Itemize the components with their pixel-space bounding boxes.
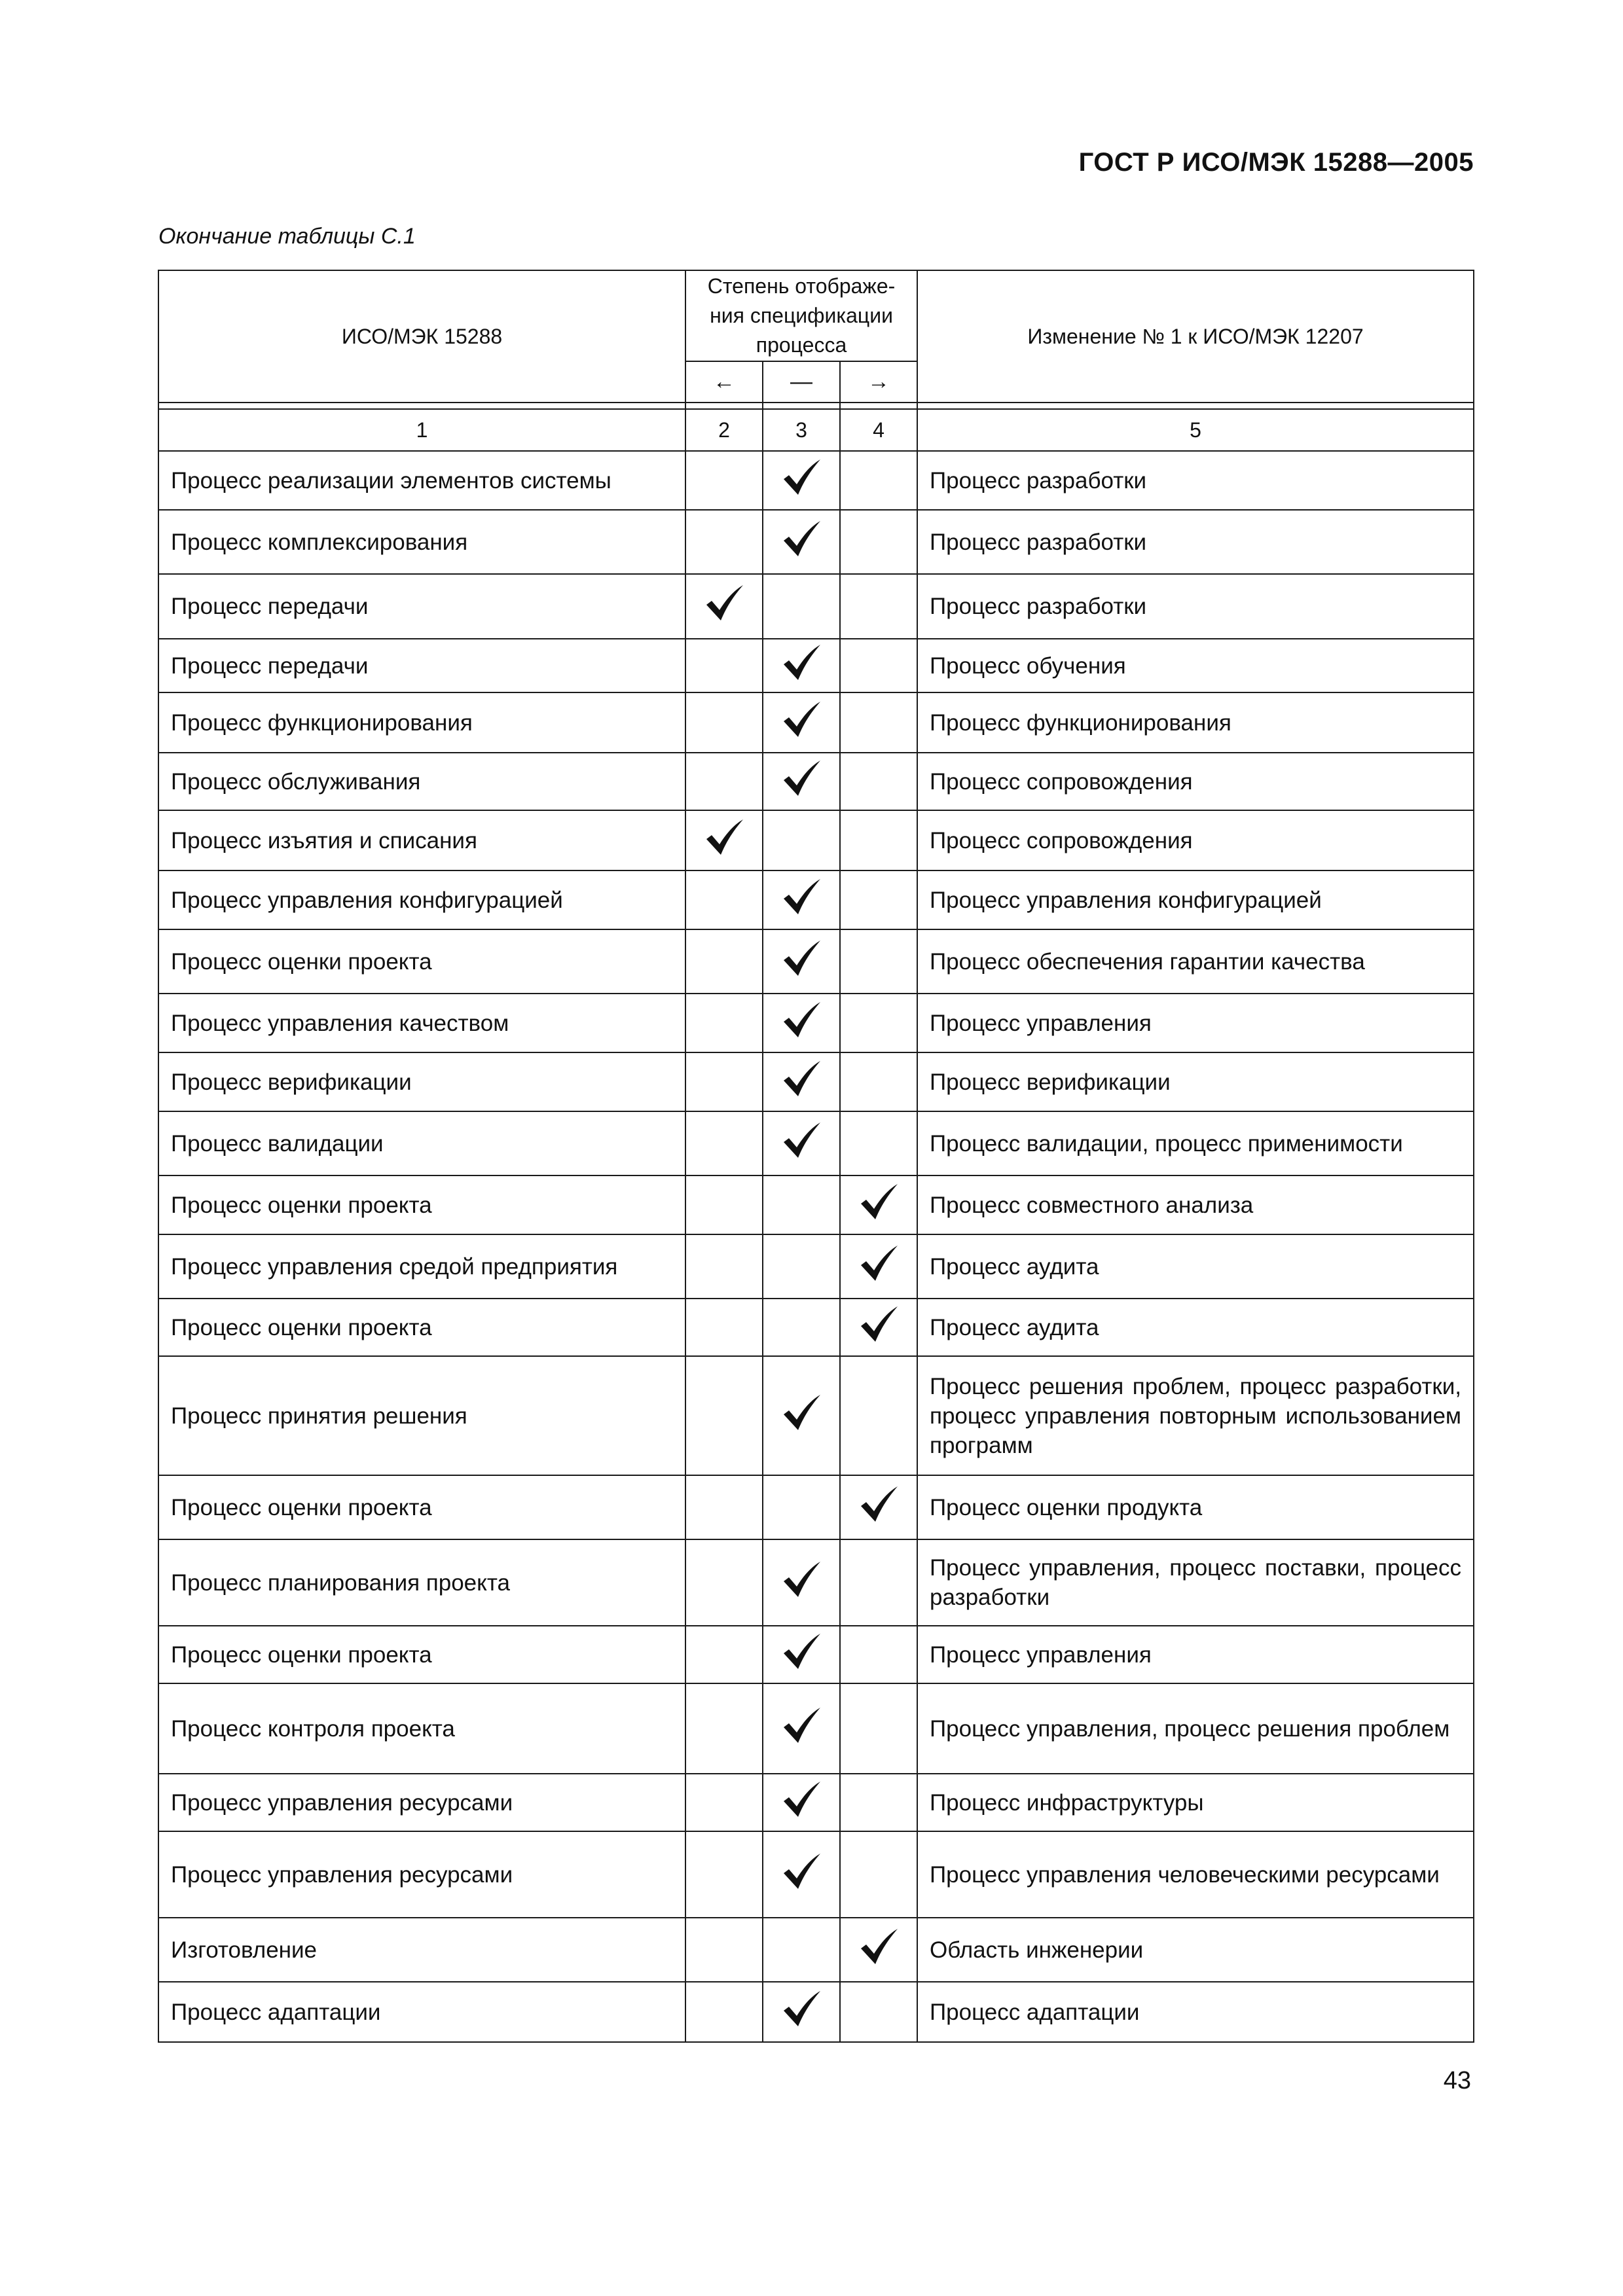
iso12207-process-cell: Процесс оценки продукта: [917, 1475, 1474, 1539]
checkmark-icon: [781, 1393, 822, 1431]
iso15288-process-cell: Процесс изъятия и списания: [158, 810, 685, 870]
checkmark-icon: [781, 1852, 822, 1890]
degree-cell-col-3: [763, 1052, 840, 1111]
degree-cell-col-3: [763, 1683, 840, 1774]
dash-icon: —: [763, 361, 840, 403]
header-separator: [158, 403, 1474, 409]
checkmark-icon: [781, 1990, 822, 2028]
table-row: [158, 1539, 1474, 1626]
iso12207-process-cell: Процесс управления человеческими ресурсами: [917, 1831, 1474, 1918]
degree-cell-col-2: [685, 1111, 763, 1175]
iso15288-process-cell: Процесс управления средой предприятия: [158, 1234, 685, 1299]
iso15288-process-cell: Процесс передачи: [158, 639, 685, 692]
iso15288-process-cell: Процесс реализации элементов системы: [158, 451, 685, 510]
checkmark-icon: [781, 1060, 822, 1098]
column-number: 2: [685, 409, 763, 451]
iso15288-process-cell: Процесс планирования проекта: [158, 1539, 685, 1626]
iso12207-process-cell: Процесс валидации, процесс применимости: [917, 1111, 1474, 1175]
iso15288-process-cell: Процесс оценки проекта: [158, 1475, 685, 1539]
degree-cell-col-3: [763, 994, 840, 1052]
table-row: [158, 1626, 1474, 1683]
column-number: 4: [840, 409, 917, 451]
degree-cell-col-2: [685, 1626, 763, 1683]
degree-cell-col-2: [685, 574, 763, 639]
iso12207-process-cell: Процесс верификации: [917, 1052, 1474, 1111]
degree-cell-col-4: [840, 1111, 917, 1175]
degree-cell-col-4: [840, 1299, 917, 1356]
iso15288-process-cell: Процесс передачи: [158, 574, 685, 639]
degree-cell-col-2: [685, 1918, 763, 1982]
checkmark-icon: [781, 700, 822, 738]
table-row: [158, 1831, 1474, 1918]
table-row: [158, 1475, 1474, 1539]
iso15288-process-cell: Процесс обслуживания: [158, 753, 685, 810]
degree-cell-col-3: [763, 870, 840, 929]
checkmark-icon: [781, 939, 822, 977]
degree-cell-col-2: [685, 1539, 763, 1626]
degree-cell-col-3: [763, 1111, 840, 1175]
degree-cell-col-2: [685, 1831, 763, 1918]
table-row: [158, 1234, 1474, 1299]
degree-cell-col-4: [840, 1052, 917, 1111]
header-iso-15288: ИСО/МЭК 15288: [158, 270, 685, 403]
degree-cell-col-3: [763, 1626, 840, 1683]
iso15288-process-cell: Процесс оценки проекта: [158, 929, 685, 994]
degree-cell-col-2: [685, 753, 763, 810]
iso15288-process-cell: Процесс валидации: [158, 1111, 685, 1175]
header-row: [158, 270, 1474, 361]
degree-cell-col-4: [840, 692, 917, 753]
iso12207-process-cell: Процесс функционирования: [917, 692, 1474, 753]
page-number: 43: [1443, 2067, 1471, 2094]
iso15288-process-cell: Процесс оценки проекта: [158, 1626, 685, 1683]
table-row: [158, 639, 1474, 692]
iso15288-process-cell: Изготовление: [158, 1918, 685, 1982]
degree-cell-col-3: [763, 1539, 840, 1626]
degree-cell-col-3: [763, 451, 840, 510]
iso12207-process-cell: Процесс управления: [917, 994, 1474, 1052]
degree-cell-col-4: [840, 1774, 917, 1831]
table-row: [158, 692, 1474, 753]
degree-cell-col-4: [840, 753, 917, 810]
iso12207-process-cell: Процесс управления, процесс поставки, процесс разработки: [917, 1539, 1474, 1626]
degree-cell-col-2: [685, 994, 763, 1052]
degree-cell-col-4: [840, 1982, 917, 2042]
degree-cell-col-4: [840, 870, 917, 929]
arrow-left-icon: ←: [685, 361, 763, 403]
table-row: [158, 1175, 1474, 1234]
degree-cell-col-4: [840, 1831, 917, 1918]
table-row: [158, 810, 1474, 870]
degree-cell-col-2: [685, 1175, 763, 1234]
table-row: [158, 574, 1474, 639]
degree-cell-col-3: [763, 929, 840, 994]
degree-cell-col-4: [840, 1918, 917, 1982]
iso12207-process-cell: Процесс разработки: [917, 574, 1474, 639]
degree-cell-col-2: [685, 1052, 763, 1111]
checkmark-icon: [781, 1780, 822, 1818]
table-row: [158, 1683, 1474, 1774]
iso15288-process-cell: Процесс адаптации: [158, 1982, 685, 2042]
table-row: [158, 451, 1474, 510]
table-row: [158, 1982, 1474, 2042]
table-row: [158, 929, 1474, 994]
table-row: [158, 1111, 1474, 1175]
degree-cell-col-2: [685, 510, 763, 574]
checkmark-icon: [781, 458, 822, 496]
document-code: ГОСТ Р ИСО/МЭК 15288—2005: [1078, 148, 1474, 177]
degree-cell-col-4: [840, 574, 917, 639]
iso12207-process-cell: Процесс обучения: [917, 639, 1474, 692]
iso15288-process-cell: Процесс принятия решения: [158, 1356, 685, 1475]
checkmark-icon: [781, 759, 822, 797]
table-row: [158, 1774, 1474, 1831]
degree-cell-col-2: [685, 1774, 763, 1831]
iso12207-process-cell: Процесс управления конфигурацией: [917, 870, 1474, 929]
degree-cell-col-3: [763, 574, 840, 639]
checkmark-icon: [781, 878, 822, 916]
degree-cell-col-2: [685, 1299, 763, 1356]
table-row: [158, 1356, 1474, 1475]
checkmark-icon: [704, 584, 744, 622]
degree-cell-col-3: [763, 692, 840, 753]
checkmark-icon: [781, 1121, 822, 1159]
degree-cell-col-3: [763, 639, 840, 692]
header-degree: Степень отображе-ния спецификации процесса: [685, 270, 917, 361]
column-number: 1: [158, 409, 685, 451]
degree-cell-col-4: [840, 639, 917, 692]
degree-cell-col-2: [685, 929, 763, 994]
iso12207-process-cell: Процесс разработки: [917, 510, 1474, 574]
degree-cell-col-3: [763, 1774, 840, 1831]
checkmark-icon: [858, 1305, 899, 1343]
table-row: [158, 1918, 1474, 1982]
table-row: [158, 510, 1474, 574]
iso12207-process-cell: Процесс решения проблем, процесс разработки, процесс управления повторным использованием программ: [917, 1356, 1474, 1475]
degree-cell-col-3: [763, 753, 840, 810]
degree-cell-col-4: [840, 451, 917, 510]
iso15288-process-cell: Процесс управления конфигурацией: [158, 870, 685, 929]
degree-cell-col-3: [763, 1831, 840, 1918]
degree-cell-col-3: [763, 1475, 840, 1539]
iso12207-process-cell: Процесс аудита: [917, 1234, 1474, 1299]
checkmark-icon: [781, 520, 822, 558]
iso12207-process-cell: Процесс сопровождения: [917, 753, 1474, 810]
degree-cell-col-4: [840, 1175, 917, 1234]
degree-cell-col-3: [763, 510, 840, 574]
iso15288-process-cell: Процесс оценки проекта: [158, 1299, 685, 1356]
degree-cell-col-3: [763, 810, 840, 870]
degree-cell-col-2: [685, 1356, 763, 1475]
checkmark-icon: [858, 1244, 899, 1282]
checkmark-icon: [781, 1560, 822, 1598]
iso15288-process-cell: Процесс верификации: [158, 1052, 685, 1111]
column-number: 5: [917, 409, 1474, 451]
degree-cell-col-4: [840, 810, 917, 870]
degree-cell-col-2: [685, 1234, 763, 1299]
iso12207-process-cell: Процесс управления, процесс решения проблем: [917, 1683, 1474, 1774]
degree-cell-col-4: [840, 994, 917, 1052]
iso15288-process-cell: Процесс управления качеством: [158, 994, 685, 1052]
degree-cell-col-2: [685, 451, 763, 510]
iso12207-process-cell: Процесс адаптации: [917, 1982, 1474, 2042]
checkmark-icon: [781, 1706, 822, 1744]
iso12207-process-cell: Процесс совместного анализа: [917, 1175, 1474, 1234]
degree-cell-col-4: [840, 1234, 917, 1299]
table-caption: Окончание таблицы С.1: [158, 224, 416, 249]
column-number: 3: [763, 409, 840, 451]
checkmark-icon: [781, 1632, 822, 1670]
iso15288-process-cell: Процесс управления ресурсами: [158, 1774, 685, 1831]
iso15288-process-cell: Процесс комплексирования: [158, 510, 685, 574]
table-row: [158, 1299, 1474, 1356]
table-row: [158, 753, 1474, 810]
degree-cell-col-3: [763, 1918, 840, 1982]
iso12207-process-cell: Процесс разработки: [917, 451, 1474, 510]
degree-cell-col-3: [763, 1982, 840, 2042]
iso15288-process-cell: Процесс оценки проекта: [158, 1175, 685, 1234]
degree-cell-col-4: [840, 1539, 917, 1626]
iso12207-process-cell: Область инженерии: [917, 1918, 1474, 1982]
degree-cell-col-4: [840, 1356, 917, 1475]
iso15288-process-cell: Процесс функционирования: [158, 692, 685, 753]
header-amendment-12207: Изменение № 1 к ИСО/МЭК 12207: [917, 270, 1474, 403]
iso12207-process-cell: Процесс обеспечения гарантии качества: [917, 929, 1474, 994]
degree-cell-col-2: [685, 870, 763, 929]
checkmark-icon: [781, 643, 822, 681]
degree-cell-col-2: [685, 1683, 763, 1774]
degree-cell-col-2: [685, 1475, 763, 1539]
checkmark-icon: [704, 818, 744, 856]
table-row: [158, 994, 1474, 1052]
degree-cell-col-4: [840, 929, 917, 994]
degree-cell-col-4: [840, 1683, 917, 1774]
table-row: [158, 1052, 1474, 1111]
degree-cell-col-4: [840, 1626, 917, 1683]
iso15288-process-cell: Процесс контроля проекта: [158, 1683, 685, 1774]
checkmark-icon: [858, 1928, 899, 1965]
degree-cell-col-2: [685, 692, 763, 753]
table-row: [158, 870, 1474, 929]
checkmark-icon: [781, 1001, 822, 1039]
iso15288-process-cell: Процесс управления ресурсами: [158, 1831, 685, 1918]
iso12207-process-cell: Процесс аудита: [917, 1299, 1474, 1356]
degree-cell-col-3: [763, 1356, 840, 1475]
degree-cell-col-2: [685, 1982, 763, 2042]
arrow-right-icon: →: [840, 361, 917, 403]
degree-cell-col-4: [840, 1475, 917, 1539]
checkmark-icon: [858, 1183, 899, 1221]
degree-cell-col-3: [763, 1175, 840, 1234]
column-numbers-row: [158, 409, 1474, 451]
degree-cell-col-3: [763, 1234, 840, 1299]
iso12207-process-cell: Процесс управления: [917, 1626, 1474, 1683]
checkmark-icon: [858, 1485, 899, 1523]
iso12207-process-cell: Процесс инфраструктуры: [917, 1774, 1474, 1831]
degree-cell-col-2: [685, 639, 763, 692]
degree-cell-col-2: [685, 810, 763, 870]
correspondence-table: [158, 270, 1474, 2043]
iso12207-process-cell: Процесс сопровождения: [917, 810, 1474, 870]
degree-cell-col-4: [840, 510, 917, 574]
degree-cell-col-3: [763, 1299, 840, 1356]
